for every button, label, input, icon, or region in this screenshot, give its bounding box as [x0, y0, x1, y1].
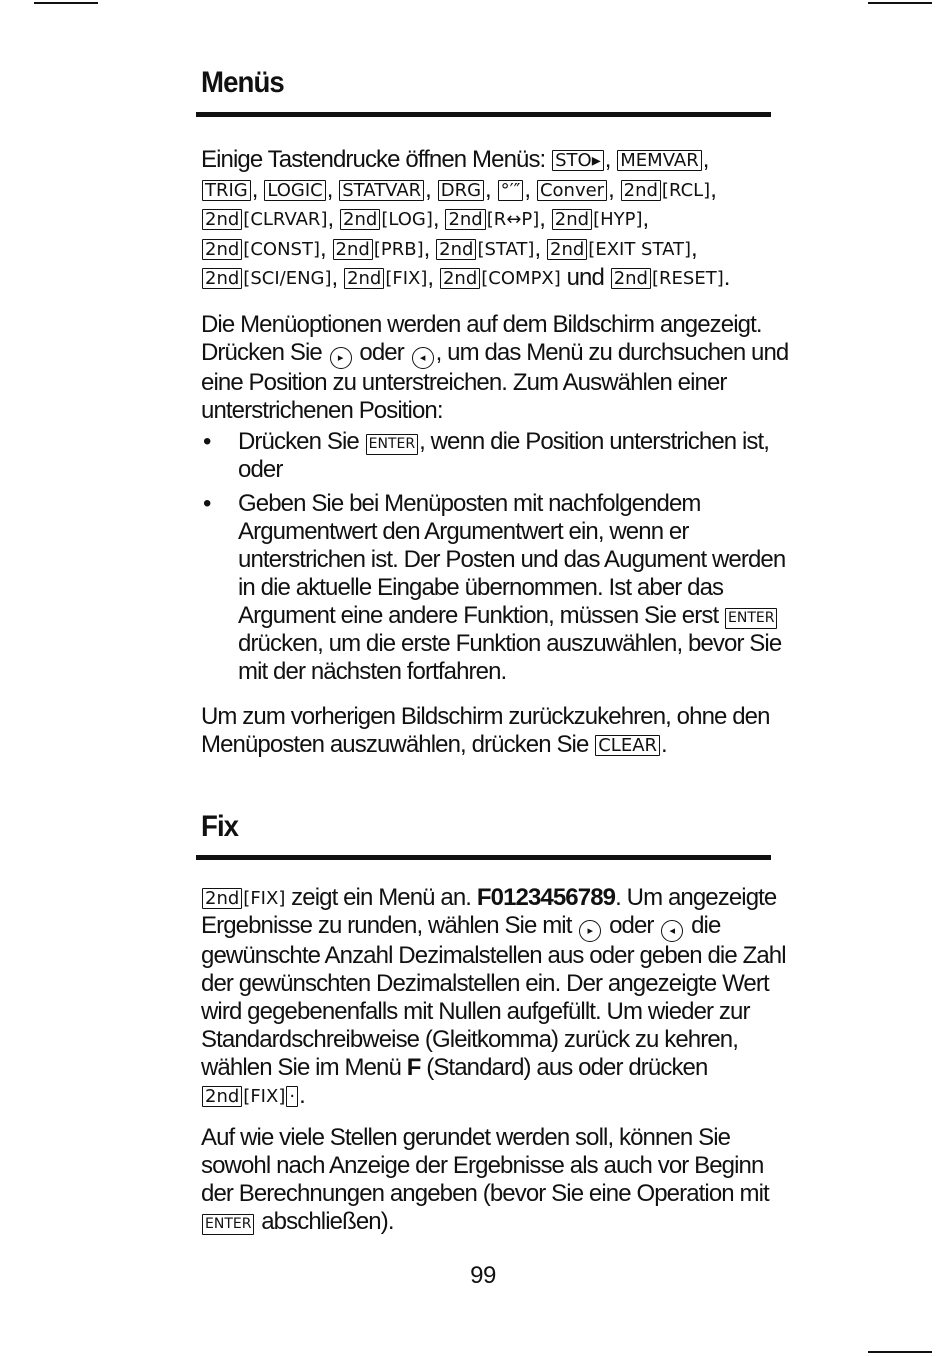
text-fragment: Drücken Sie [201, 339, 322, 366]
second-key: 2nd [202, 239, 242, 260]
list-item [201, 428, 776, 484]
text-fragment: Menüposten auszuwählen, drücken Sie [201, 731, 589, 758]
list-item [201, 490, 786, 686]
text-fragment: die [691, 912, 721, 939]
second-key: 2nd [445, 209, 485, 230]
second-key: 2nd [202, 888, 242, 909]
section-rule [196, 112, 771, 117]
page-number: 99 [470, 1262, 496, 1289]
text-line: unterstrichenen Position: [201, 397, 443, 424]
conver-key: Conver [537, 180, 607, 201]
fix-menu-options: F0123456789 [476, 884, 616, 911]
second-key: 2nd [340, 209, 380, 230]
text-line: unterstrichen ist. Der Posten und das Augument werden [238, 546, 786, 573]
enter-key: ENTER [725, 608, 777, 629]
text-fragment: wählen Sie im Menü [201, 1054, 401, 1081]
text-fragment: , um das Menü zu durchsuchen und [435, 339, 789, 366]
dms-key: °′″ [498, 180, 524, 201]
compx-label: [ COMPX ] [481, 269, 561, 288]
rounding-paragraph [201, 1124, 776, 1236]
text-fragment: (Standard) aus oder drücken [426, 1054, 708, 1081]
stat-label: [ STAT ] [477, 240, 534, 259]
rp-label: [ R↔P ] [487, 210, 540, 229]
text-line: mit der nächsten fortfahren. [238, 658, 507, 685]
prb-label: [ PRB ] [374, 240, 424, 259]
bullet-icon: • [203, 490, 211, 517]
second-key: 2nd [611, 268, 651, 289]
text-line: der gewünschten Dezimalstellen ein. Der angezeigte Wert [201, 970, 769, 997]
clear-paragraph [201, 703, 776, 759]
second-key: 2nd [202, 209, 242, 230]
right-arrow-key-icon: ▸ [330, 347, 352, 369]
second-key: 2nd [436, 239, 476, 260]
text-fragment: oder [359, 339, 404, 366]
text-fragment: abschließen). [261, 1208, 394, 1235]
text-line: in die aktuelle Eingabe übernommen. Ist aber das [238, 574, 724, 601]
text-line: der Berechnungen angeben (bevor Sie eine Operation mit [201, 1180, 769, 1207]
decimal-point-key: · [286, 1086, 298, 1107]
crop-mark-bottom-right [868, 1351, 932, 1353]
text-line: oder [238, 456, 283, 483]
second-key: 2nd [440, 268, 480, 289]
section-heading-fix: Fix [201, 810, 239, 843]
hyp-label: [ HYP ] [593, 210, 642, 229]
text-fragment: Argument eine andere Funktion, müssen Sie erst [238, 602, 719, 629]
text-fragment: zeigt ein Menü an. [291, 884, 472, 911]
clear-key: CLEAR [595, 735, 660, 756]
second-key: 2nd [552, 209, 592, 230]
trig-key: TRIG [202, 180, 251, 201]
const-label: [ CONST ] [243, 240, 320, 259]
second-key: 2nd [333, 239, 373, 260]
text-line: Geben Sie bei Menüposten mit nachfolgendem [238, 490, 701, 517]
right-arrow-key-icon: ▸ [579, 920, 601, 942]
text-line: sowohl nach Anzeige der Ergebnisse als auch vor Beginn [201, 1152, 764, 1179]
crop-mark-top-right [868, 2, 932, 4]
text-fragment: . [661, 731, 667, 758]
text-line: Um zum vorherigen Bildschirm zurückzukehren, ohne den [201, 703, 770, 730]
text-fragment: Drücken Sie [238, 428, 359, 455]
text-line: eine Position zu unterstreichen. Zum Auswählen einer [201, 369, 727, 396]
second-key: 2nd [621, 180, 661, 201]
text-fragment: oder [609, 912, 654, 939]
fix-paragraph [201, 884, 786, 1110]
logic-key: LOGIC [264, 180, 325, 201]
menu-navigation-paragraph [201, 311, 789, 425]
second-key: 2nd [344, 268, 384, 289]
fix-label: [ FIX ] [243, 889, 285, 908]
text-line: Standardschreibweise (Gleitkomma) zurück zu kehren, [201, 1026, 739, 1053]
scieng-label: [ SCI/ENG ] [243, 269, 331, 288]
memvar-key: MEMVAR [617, 150, 701, 171]
text-line: gewünschte Anzahl Dezimalstellen aus oder geben die Zahl [201, 942, 786, 969]
drg-key: DRG [438, 180, 484, 201]
exitstat-label: [ EXIT STAT ] [588, 240, 691, 259]
text-line: Argumentwert den Argumentwert ein, wenn er [238, 518, 689, 545]
menu-keys-paragraph: Einige Tastendrucke öffnen Menüs: STO▸ , MEMVAR , TRIG , LOGIC , STATVAR , DRG , °′″ , Conver , 2nd[ RCL ] , 2nd[ CLRVAR ] , 2nd[ LOG ] , 2nd[ R↔P ] , 2nd[ HYP ] , 2nd[ CONST ] , 2nd[ PRB ] , 2nd[ STAT ] , 2nd[ EXIT STAT ] , 2nd[ SCI/ENG ] , 2nd[ FIX ] , 2nd[ COMPX ] und 2nd[ RESET ] . [201, 145, 776, 293]
text-fragment: . Um angezeigte [615, 884, 777, 911]
enter-key: ENTER [366, 434, 418, 455]
fix-label: [ FIX ] [385, 269, 427, 288]
text-line: Die Menüoptionen werden auf dem Bildschirm angezeigt. [201, 311, 762, 338]
second-key: 2nd [202, 268, 242, 289]
text-fragment: , wenn die Position unterstrichen ist, [419, 428, 770, 455]
text-fragment: Ergebnisse zu runden, wählen Sie mit [201, 912, 572, 939]
clrvar-label: [ CLRVAR ] [243, 210, 327, 229]
second-key: 2nd [547, 239, 587, 260]
text-line: wird gegebenenfalls mit Nullen aufgefüllt. Um wieder zur [201, 998, 750, 1025]
selection-bullet-list [201, 428, 786, 686]
and-word: und [566, 264, 604, 291]
text-line: drücken, um die erste Funktion auszuwählen, bevor Sie [238, 630, 782, 657]
section-heading-menus: Menüs [201, 66, 284, 99]
sto-key: STO▸ [552, 150, 604, 171]
fix-label: [ FIX ] [243, 1087, 285, 1106]
statvar-key: STATVAR [339, 180, 424, 201]
reset-label: [ RESET ] [652, 269, 724, 288]
left-arrow-key-icon: ◂ [412, 347, 434, 369]
text-line: Auf wie viele Stellen gerundet werden soll, können Sie [201, 1124, 731, 1151]
log-label: [ LOG ] [381, 210, 433, 229]
crop-mark-top-left [34, 2, 98, 4]
section-rule [196, 855, 771, 860]
second-key: 2nd [202, 1086, 242, 1107]
text-fragment: . [299, 1082, 305, 1109]
rcl-label: [ RCL ] [662, 181, 710, 200]
enter-key: ENTER [202, 1214, 254, 1235]
bullet-icon: • [203, 428, 211, 455]
intro-text: Einige Tastendrucke öffnen Menüs: [201, 146, 546, 173]
standard-option: F [406, 1054, 421, 1081]
left-arrow-key-icon: ◂ [661, 920, 683, 942]
